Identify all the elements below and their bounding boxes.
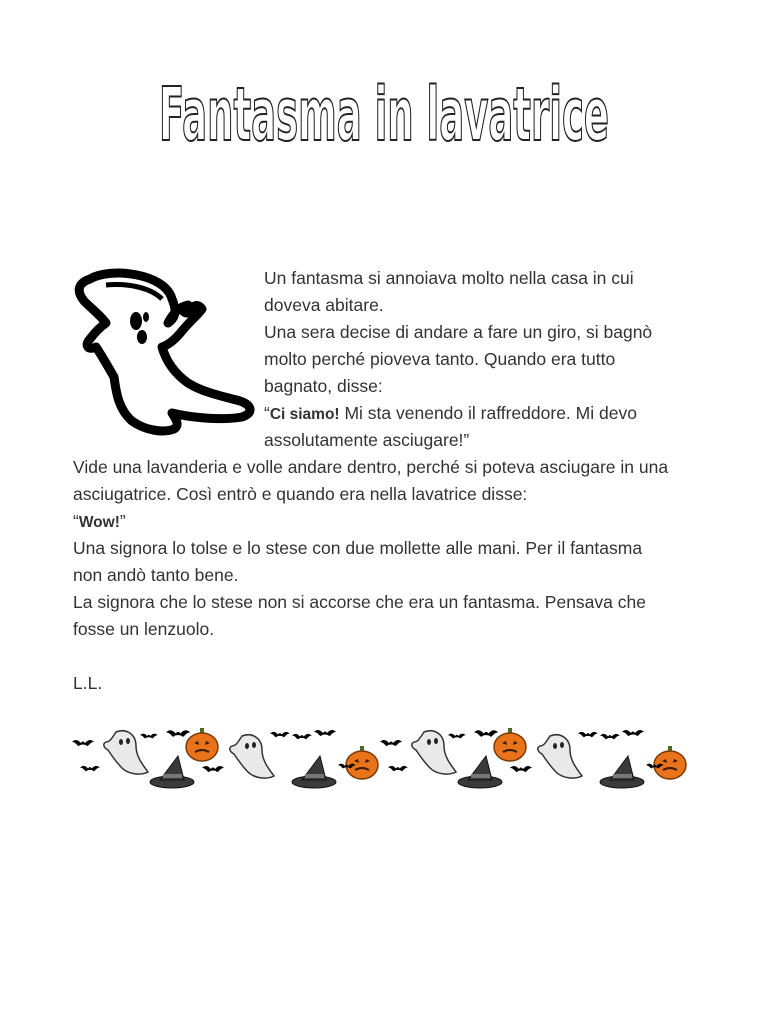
quote-bold-text: Wow! [78, 514, 120, 531]
story-quote-line [264, 400, 637, 428]
bat-icon [314, 730, 336, 736]
story-line: doveva abitare. [264, 295, 384, 315]
witch-hat-icon [458, 756, 502, 788]
ghost-icon [412, 731, 456, 774]
ghost-icon [70, 265, 255, 440]
quote-bold-text: Ci siamo! [269, 406, 340, 423]
story-line: assolutamente asciugare!” [264, 430, 470, 450]
halloween-border [70, 722, 692, 794]
story-line: Una sera decise di andare a fare un giro, si bagnò [264, 322, 653, 342]
bat-icon [474, 730, 498, 737]
witch-hat-icon [150, 756, 194, 788]
story-line: bagnato, disse: [264, 376, 383, 396]
pumpkin-icon [346, 746, 378, 779]
story-line: non andò tanto bene. [73, 565, 239, 585]
bat-icon [292, 734, 312, 739]
bat-icon [388, 766, 408, 771]
story-line: Un fantasma si annoiava molto nella casa in cui [264, 268, 634, 288]
story-line: asciugatrice. Così entrò e quando era nella lavatrice disse: [73, 484, 528, 504]
bat-icon [80, 766, 100, 771]
bat-icon [140, 734, 158, 739]
signature: L.L. [73, 673, 103, 693]
ghost-icon [104, 731, 148, 774]
witch-hat-icon [600, 756, 644, 788]
quote-rest-text: Mi sta venendo il raffreddore. Mi devo [339, 403, 637, 423]
story-line: Vide una lavanderia e volle andare dentro, perché si poteva asciugare in una [73, 457, 669, 477]
story-line: fosse un lenzuolo. [73, 619, 215, 639]
bat-icon [448, 734, 466, 739]
bat-icon [510, 766, 532, 772]
bat-icon [622, 730, 644, 736]
pumpkin-icon [654, 746, 686, 779]
story-line: Una signora lo tolse e lo stese con due mollette alle mani. Per il fantasma [73, 538, 643, 558]
page-title [150, 62, 618, 158]
ghost-icon [230, 735, 274, 778]
story-line: La signora che lo stese non si accorse che era un fantasma. Pensava che [73, 592, 646, 612]
story-quote-line [73, 508, 126, 536]
story-line: molto perché pioveva tanto. Quando era tutto [264, 349, 616, 369]
pumpkin-icon [494, 728, 526, 761]
pumpkin-icon [186, 728, 218, 761]
quote-open-mark: “ [264, 403, 270, 423]
title-text: Fantasma in lavatrice [159, 72, 609, 158]
bat-icon [270, 732, 290, 737]
bat-icon [166, 730, 190, 737]
bat-icon [380, 740, 402, 746]
ghost-icon [538, 735, 582, 778]
bat-icon [72, 740, 94, 746]
ghost-illustration [70, 265, 255, 440]
witch-hat-icon [292, 756, 336, 788]
bat-icon [600, 734, 620, 739]
bat-icon [202, 766, 224, 772]
quote-close-mark: ” [119, 511, 126, 531]
quote-open-mark: “ [73, 511, 79, 531]
bat-icon [578, 732, 598, 737]
